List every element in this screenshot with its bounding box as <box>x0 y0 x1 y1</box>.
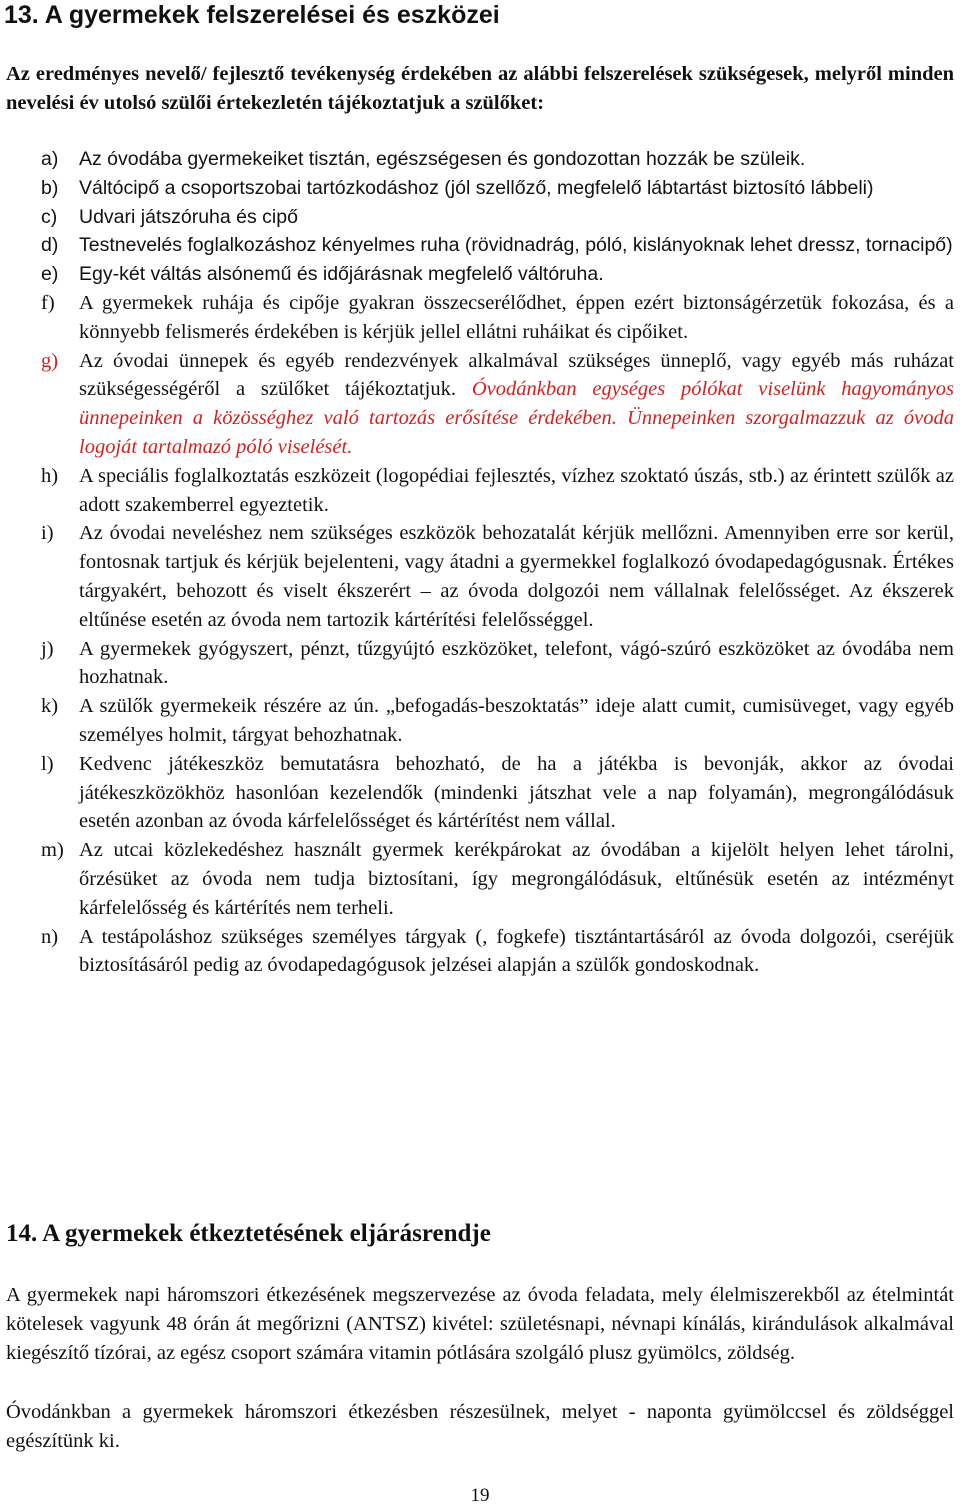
list-item-e <box>6 260 954 289</box>
section-14-paragraph-1: A gyermekek napi háromszori étkezésének megszervezése az óvoda feladata, mely élelmiszerekből az ételmintát kötelesek vagyunk 48 órán át megőrizni (ANTSZ) kivétel: születésnapi, névnapi kínálás, kirándulások alkalmával kiegészítő tízórai, az egész csoport számára vitamin pótlására szolgáló plusz gyümölcs, zöldség. <box>6 1284 954 1364</box>
list-item-text: Az óvodába gyermekeiket tisztán, egészségesen és gondozottan hozzák be szüleik. <box>79 148 806 170</box>
list-marker: a) <box>41 148 59 170</box>
list-marker: i) <box>41 522 54 545</box>
list-item-text: Udvari játszóruha és cipő <box>79 205 298 228</box>
list-marker: h) <box>41 464 59 487</box>
list-item-text: Egy-két váltás alsónemű és időjárásnak megfelelő váltóruha. <box>79 263 604 286</box>
list-item-f <box>6 289 954 347</box>
list-marker: k) <box>41 695 59 718</box>
list-item-text: Az óvodai ünnepek és egyéb rendezvények alkalmával szükséges ünneplő, vagy egyéb más ruházat szükségességéről a szülőket tájékoztatjuk. <box>79 349 954 401</box>
list-marker: l) <box>41 752 54 775</box>
section-14-paragraph-2: Óvodánkban a gyermekek háromszori étkezésben részesülnek, melyet - naponta gyümölccsel és zöldséggel egészítünk ki. <box>6 1401 954 1452</box>
list-marker: c) <box>41 205 58 228</box>
list-item-h <box>6 462 954 520</box>
list-item-l <box>6 750 954 836</box>
list-item-text: A speciális foglalkoztatás eszközeit (logopédiai fejlesztés, vízhez szoktató úszás, stb.) az érintett szülők az adott szakemberrel egyeztetik. <box>79 464 954 516</box>
list-marker: e) <box>41 263 59 286</box>
equipment-list <box>6 145 954 980</box>
list-item-highlight-text: Óvodánkban egységes pólókat viselünk hagyományos ünnepeinken a közösséghez való tartozás erősítése érdekében. Ünnepeinken szorgalmazzuk az óvoda logoját tartalmazó póló viselését. <box>79 378 955 458</box>
list-item-text: Az utcai közlekedéshez használt gyermek kerékpárokat az óvodában a kijelölt helyen lehet tárolni, őrzésüket az óvoda nem tudja biztosítani, így megrongálódásuk, eltűnésük esetén az intézményt kárfelelősség és kártérítés nem terheli. <box>79 839 954 919</box>
list-marker: d) <box>41 234 59 257</box>
list-item-text: Váltócipő a csoportszobai tartózkodáshoz (jól szellőző, megfelelő lábtartást biztosító lábbeli) <box>79 176 874 199</box>
list-item-i <box>6 519 954 634</box>
list-marker: b) <box>41 176 59 199</box>
list-item-n <box>6 923 954 981</box>
list-item-g <box>6 347 954 462</box>
page-number: 19 <box>470 1485 490 1506</box>
list-item-text: A szülők gyermekeik részére az ún. „befogadás-beszoktatás” ideje alatt cumit, cumisüveget, vagy egyéb személyes holmit, tárgyat behozhatnak. <box>79 695 954 746</box>
section-13-heading: 13. A gyermekek felszerelései és eszközei <box>4 1 500 29</box>
list-marker: m) <box>41 839 64 862</box>
list-item-text: Testnevelés foglalkozáshoz kényelmes ruha (rövidnadrág, póló, kislányoknak lehet dressz, tornacipő) <box>79 234 953 257</box>
list-item-k <box>6 692 954 750</box>
list-item-m <box>6 836 954 922</box>
list-item-c <box>6 203 954 232</box>
list-item-text: Kedvenc játékeszköz bemutatásra behozható, de ha a játékba is bevonják, akkor az óvodai játékeszközökhöz hasonlóan kezelendők (mindenki játszhat vele a nap folyamán), megrongálódásuk esetén azonban az óvoda kárfelelősséget és kártérítést nem vállal. <box>79 752 954 833</box>
list-item-text: A gyermekek ruhája és cipője gyakran összecserélődhet, éppen ezért biztonságérzetük fokozása, és a könnyebb felismerés érdekében is kérjük jellel ellátni ruháikat és cipőiket. <box>79 291 954 343</box>
section-13-intro: Az eredményes nevelő/ fejlesztő tevékenység érdekében az alábbi felszerelések szükségesek, melyről minden nevelési év utolsó szülői értekezletén tájékoztatjuk a szülőket: <box>6 63 954 114</box>
list-marker: j) <box>41 637 54 660</box>
list-item-text: Az óvodai neveléshez nem szükséges eszközök behozatalát kérjük mellőzni. Amennyiben erre sor kerül, fontosnak tartjuk és kérjük bejelenteni, vagy átadni a gyermekkel foglalkozó óvodapedagógusnak. Értékes tárgyakért, behozott és viselt ékszerért – az óvoda dolgozói nem vállalnak felelősséget. Az ékszerek eltűnése esetén az óvoda nem tartozik kártérítési felelősséggel. <box>79 522 954 631</box>
list-item-text: A gyermekek gyógyszert, pénzt, tűzgyújtó eszközöket, telefont, vágó-szúró eszközöket az óvodába nem hozhatnak. <box>79 637 954 689</box>
list-item-text: A testápoláshoz szükséges személyes tárgyak (, fogkefe) tisztántartásáról az óvoda dolgozói, cseréjük biztosításáról pedig az óvodapedagógusok jelzései alapján a szülők gondoskodnak. <box>79 925 954 977</box>
list-marker: f) <box>41 291 55 314</box>
section-14-heading: 14. A gyermekek étkeztetésének eljárásrendje <box>6 1220 491 1247</box>
list-item-b <box>6 174 954 203</box>
list-item-a <box>6 145 954 174</box>
list-item-d <box>6 231 954 260</box>
list-item-j <box>6 635 954 693</box>
list-marker: g) <box>41 349 59 372</box>
list-marker: n) <box>41 925 59 948</box>
